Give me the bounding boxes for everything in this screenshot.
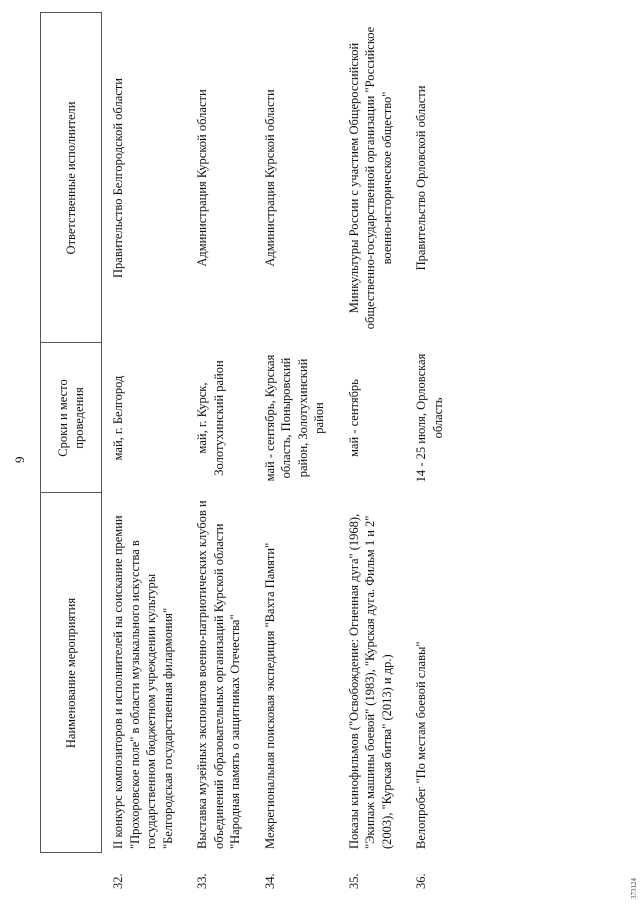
table-row [405, 13, 456, 893]
row-responsible: Администрация Курской области [262, 89, 277, 267]
document-code: 373124 [630, 878, 638, 899]
row-dates: май, г. Белгород [111, 375, 125, 461]
table-row [338, 13, 406, 893]
row-dates: май - сентябрь, Курская область, Поныровский район, Золотухинский район [262, 354, 326, 482]
row-number: 36. [414, 873, 428, 889]
header-dates: Сроки и место проведения [41, 343, 102, 493]
row-name: II конкурс композиторов и исполнителей на соискание премии "Прохоровское поле" в области музыкального искусства в государственном бюджетном учреждении культуры "Белгородская государственная филармония" [111, 515, 175, 849]
row-name: Межрегиональная поисковая экспедиция "Вахта Памяти" [262, 542, 277, 849]
row-number: 34. [262, 873, 277, 889]
row-responsible: Администрация Курской области [195, 89, 209, 267]
header-number [41, 853, 102, 893]
row-number: 35. [346, 873, 361, 889]
row-name: Показы кинофильмов ("Освобождение: Огненная дуга" (1968), "Экипаж машины боевой" (1983), "Курская дуга. Фильм 1 и 2" (2003), "Курская битва" (2013) и др.) [346, 513, 394, 849]
page-number: 9 [12, 456, 27, 463]
row-number: 33. [195, 873, 209, 889]
table-row [186, 13, 254, 893]
row-responsible: Минкультуры России с участием Общероссийской общественно-государственной организации "Российское военно-историческое общество" [346, 26, 394, 330]
table-row [102, 13, 187, 893]
row-dates: май - сентябрь [346, 379, 361, 457]
table-header-row [41, 13, 102, 893]
table-row [254, 13, 338, 893]
row-name: Велопробег "По местам боевой славы" [414, 641, 428, 849]
row-number: 32. [110, 873, 125, 889]
row-responsible: Правительство Орловской области [414, 85, 428, 271]
row-dates: май, г. Курск, Золотухинский район [195, 360, 226, 476]
row-responsible: Правительство Белгородской области [111, 78, 125, 278]
header-name: Наименование мероприятия [41, 493, 102, 853]
header-responsible: Ответственные исполнители [41, 13, 102, 343]
row-name: Выставка музейных экспонатов военно-патриотических клубов и объединений образовательных организаций Курской области "Народная память о защитниках Отечества" [195, 500, 242, 849]
events-table [40, 13, 456, 894]
row-dates: 14 - 25 июля, Орловская область [414, 353, 445, 483]
